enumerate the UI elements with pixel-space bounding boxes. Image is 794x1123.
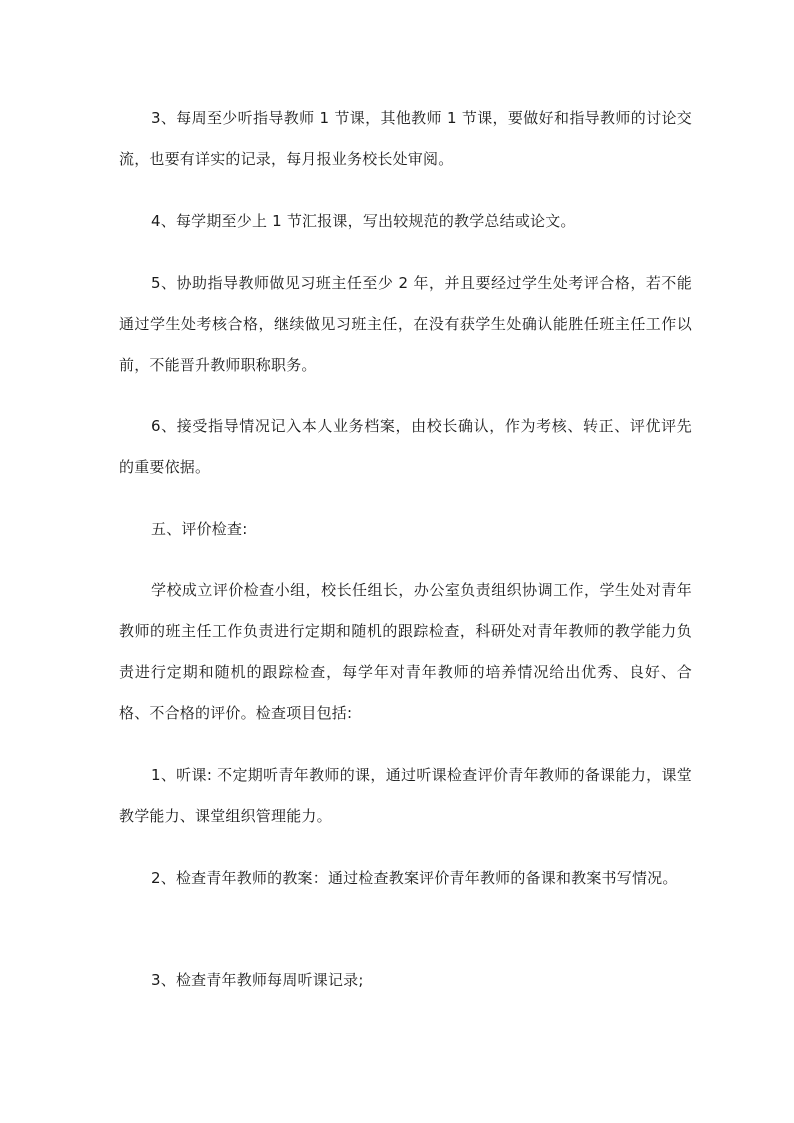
list-item-weekly-records: 3、检查青年教师每周听课记录; [151,971,364,989]
paragraph-record-archive: 6、接受指导情况记入本人业务档案，由校长确认，作为考核、转正、评优评先的重要依据。 [119,417,692,476]
paragraph-report-lesson: 4、每学期至少上 1 节汇报课，写出较规范的教学总结或论文。 [151,212,576,230]
paragraph-weekly-observation: 3、每周至少听指导教师 1 节课，其他教师 1 节课，要做好和指导教师的讨论交流，也要有详实的记录，每月报业务校长处审阅。 [119,109,692,168]
paragraph-evaluation-group: 学校成立评价检查小组，校长任组长，办公室负责组织协调工作，学生处对青年教师的班主任工作负责进行定期和随机的跟踪检查，科研处对青年教师的教学能力负责进行定期和随机的跟踪检查，每学年对青年教师的培养情况给出优秀、良好、合格、不合格的评价。检查项目包括: [119,581,692,722]
list-item-lesson-observation: 1、听课: 不定期听青年教师的课，通过听课检查评价青年教师的备课能力，课堂教学能力、课堂组织管理能力。 [119,766,692,825]
list-item-lesson-plan-check: 2、检查青年教师的教案：通过检查教案评价青年教师的备课和教案书写情况。 [151,869,678,887]
section-heading-evaluation: 五、评价检查: [151,520,248,538]
paragraph-head-teacher-trainee: 5、协助指导教师做见习班主任至少 2 年，并且要经过学生处考评合格，若不能通过学生处考核合格，继续做见习班主任，在没有获学生处确认能胜任班主任工作以前，不能晋升教师职称职务。 [119,274,692,374]
